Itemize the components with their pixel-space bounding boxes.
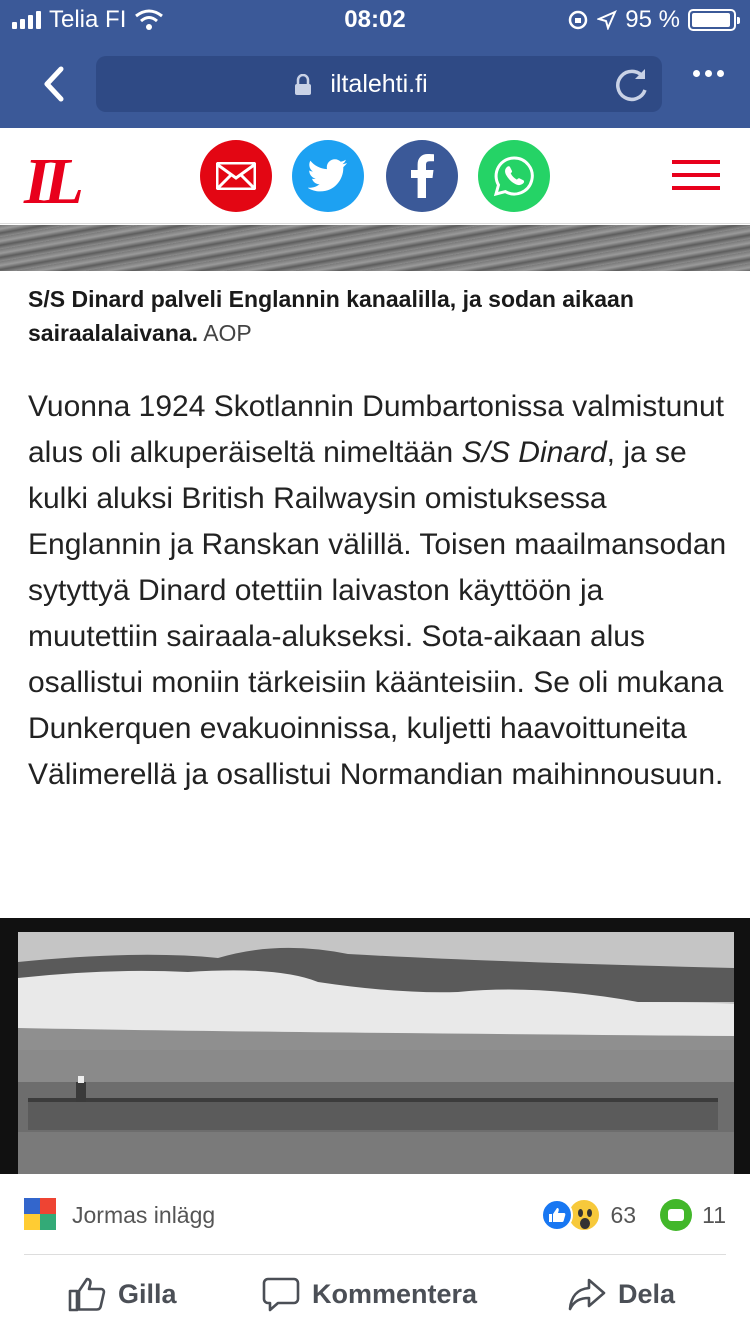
facebook-f-icon — [410, 154, 434, 198]
post-actions — [0, 1266, 750, 1322]
article-photo — [0, 225, 750, 271]
article-paragraph — [28, 384, 728, 798]
comment-label: Kommentera — [312, 1278, 478, 1309]
share-email-button[interactable] — [200, 140, 272, 212]
comment-count-icon — [660, 1199, 692, 1231]
envelope-icon — [216, 162, 256, 190]
divider — [24, 1254, 726, 1255]
reactions-summary[interactable] — [541, 1198, 726, 1232]
article-text-end: , ja se kulki aluksi British Railwaysin omistuksessa Englannin ja Ranskan välillä. Toisen maailmansodan sytyttyä Dinard otettiin laivaston käyttöön ja muutettiin sairaala-alukseksi. Sota-aikaan alus osallistui moniin tärkeisiin käänteisiin. Se oli mukana Dunkerquen evakuoinnissa, kuljetti haavoittuneita Välimerellä ja osallistui Normandian maihinnousuun. — [28, 436, 727, 791]
share-label: Dela — [618, 1278, 676, 1309]
whatsapp-icon — [492, 154, 536, 198]
share-twitter-button[interactable] — [292, 140, 364, 212]
harbor-photo-illustration — [18, 932, 734, 1174]
thumbs-up-icon — [68, 1276, 106, 1312]
ship-photo — [0, 918, 750, 1174]
address-bar[interactable] — [96, 56, 662, 112]
browser-chrome — [0, 0, 750, 128]
facebook-post-footer — [0, 1174, 750, 1334]
page-name[interactable]: Jormas inlägg — [72, 1202, 216, 1228]
twitter-bird-icon — [308, 159, 348, 193]
location-arrow-icon — [597, 10, 617, 30]
article-text-start: Vuonna 1924 Skotlannin Dumbartonissa valmistunut alus oli alkuperäiseltä nimeltään — [28, 390, 724, 469]
caption-text: S/S Dinard palveli Englannin kanaalilla, ja sodan aikaan sairaalalaivana. — [28, 286, 634, 346]
reactions-count: 63 — [610, 1201, 637, 1228]
caption-credit: AOP — [203, 320, 252, 346]
back-button[interactable] — [34, 62, 74, 106]
like-label: Gilla — [118, 1278, 177, 1309]
carrier-label: Telia FI — [49, 6, 127, 33]
status-bar — [0, 0, 750, 40]
url-text: iltalehti.fi — [330, 70, 428, 98]
share-button[interactable] — [568, 1266, 675, 1322]
comments-count: 11 — [702, 1201, 726, 1228]
battery-icon — [688, 9, 736, 31]
reload-icon[interactable] — [612, 64, 652, 104]
share-whatsapp-button[interactable] — [478, 140, 550, 212]
menu-button[interactable] — [672, 160, 720, 199]
site-logo[interactable]: IL — [24, 145, 78, 218]
comment-bubble-icon — [262, 1276, 300, 1312]
more-options-button[interactable] — [693, 70, 724, 77]
share-facebook-button[interactable] — [386, 140, 458, 212]
share-arrow-icon — [568, 1277, 606, 1311]
chevron-left-icon — [43, 66, 65, 102]
site-header — [0, 128, 750, 224]
rotation-lock-icon — [567, 9, 589, 31]
page-avatar[interactable] — [24, 1198, 56, 1230]
like-button[interactable] — [68, 1266, 177, 1322]
like-reaction-icon — [541, 1199, 573, 1231]
clock: 08:02 — [344, 6, 406, 33]
comment-button[interactable] — [262, 1266, 477, 1322]
photo-caption — [28, 282, 728, 350]
battery-percent: 95 % — [625, 6, 680, 33]
ship-name: S/S Dinard — [461, 436, 607, 469]
